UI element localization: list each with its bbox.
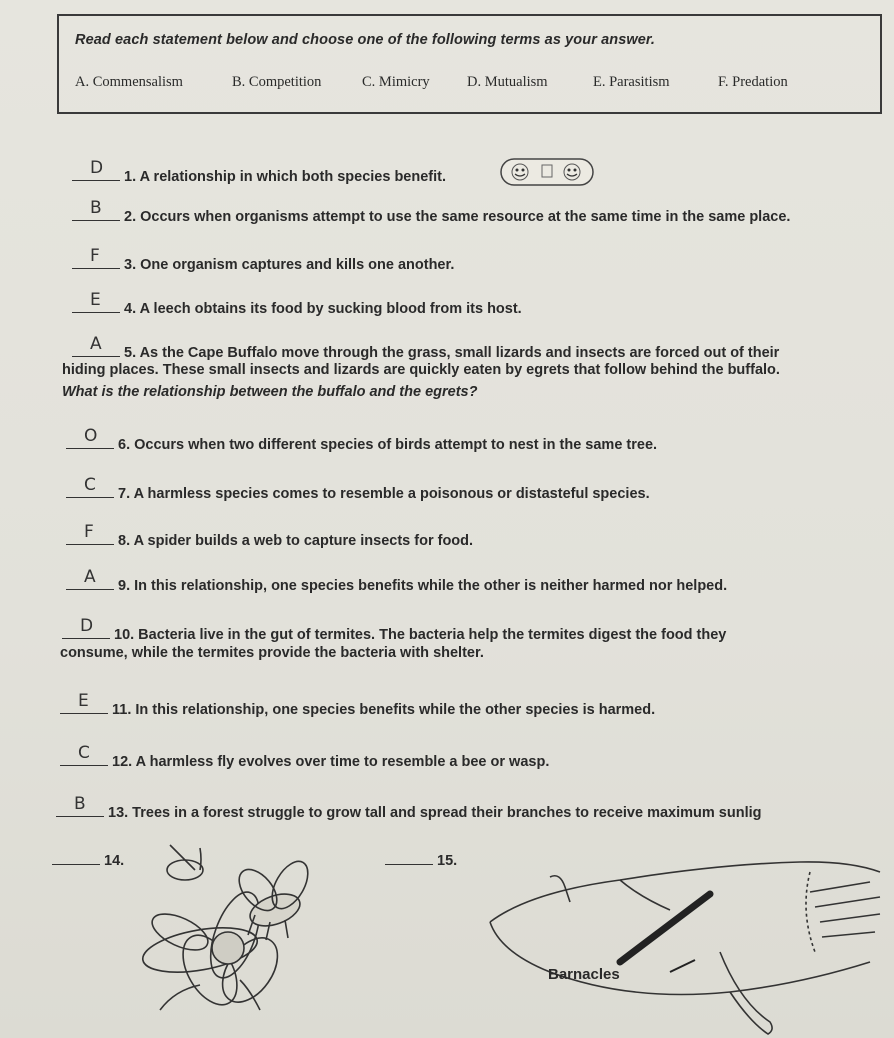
answer-8: F (84, 522, 94, 542)
question-3 (72, 246, 455, 273)
question-text-2: 2. Occurs when organisms attempt to use the same resource at the same time in the same place. (124, 209, 791, 225)
term-mutualism: D. Mutualism (467, 74, 548, 90)
question-1 (72, 158, 447, 185)
question-text-6: 6. Occurs when two different species of birds attempt to nest in the same tree. (118, 437, 658, 453)
question-text-3: 3. One organism captures and kills one another. (124, 257, 455, 273)
answer-6: O (84, 426, 98, 446)
answer-9: A (84, 567, 96, 587)
term-predation: F. Predation (718, 74, 788, 90)
question-10 (62, 616, 727, 643)
question-5 (72, 334, 780, 361)
bee-on-flower-illustration (140, 840, 330, 1015)
question-4 (72, 290, 522, 317)
answer-blank-9[interactable] (66, 567, 114, 590)
answer-blank-11[interactable] (60, 691, 108, 714)
answer-5: A (90, 334, 102, 354)
question-11 (60, 691, 656, 718)
answer-3: F (90, 246, 100, 266)
answer-blank-8[interactable] (66, 522, 114, 545)
question-text-1: 1. A relationship in which both species benefit. (124, 169, 447, 185)
question-5-continued: hiding places. These small insects and lizards are quickly eaten by egrets that follow behind the buffalo. (62, 362, 780, 378)
question-13 (56, 794, 762, 821)
whale-with-barnacles-illustration (470, 852, 894, 1038)
answer-blank-6[interactable] (66, 426, 114, 449)
answer-blank-13[interactable] (56, 794, 104, 817)
answer-blank-2[interactable] (72, 198, 120, 221)
question-text-7: 7. A harmless species comes to resemble a poisonous or distasteful species. (118, 486, 650, 502)
smiley-faces-icon (500, 157, 594, 187)
barnacles-label: Barnacles (548, 966, 620, 983)
question-text-4: 4. A leech obtains its food by sucking blood from its host. (124, 301, 522, 317)
question-text-10: 10. Bacteria live in the gut of termites. The bacteria help the termites digest the food they (114, 627, 727, 643)
answer-blank-10[interactable] (62, 616, 110, 639)
question-2 (72, 198, 791, 225)
term-commensalism: A. Commensalism (75, 74, 183, 90)
question-5-prompt: What is the relationship between the buffalo and the egrets? (62, 384, 478, 400)
answer-blank-5[interactable] (72, 334, 120, 357)
answer-blank-3[interactable] (72, 246, 120, 269)
answer-blank-14[interactable] (52, 848, 100, 865)
answer-blank-7[interactable] (66, 475, 114, 498)
answer-11: E (78, 691, 89, 711)
question-7 (66, 475, 650, 502)
question-15 (385, 848, 457, 869)
answer-7: C (84, 475, 96, 495)
question-10-continued: consume, while the termites provide the bacteria with shelter. (60, 645, 484, 661)
answer-4: E (90, 290, 101, 310)
question-text-8: 8. A spider builds a web to capture insects for food. (118, 533, 474, 549)
answer-1: D (90, 158, 104, 178)
instructions-text: Read each statement below and choose one of the following terms as your answer. (75, 32, 655, 48)
answer-13: B (74, 794, 86, 814)
answer-blank-4[interactable] (72, 290, 120, 313)
question-text-12: 12. A harmless fly evolves over time to resemble a bee or wasp. (112, 754, 550, 770)
question-14 (52, 848, 124, 869)
question-6 (66, 426, 658, 453)
answer-blank-1[interactable] (72, 158, 120, 181)
answer-2: B (90, 198, 102, 218)
question-8 (66, 522, 474, 549)
answer-blank-12[interactable] (60, 743, 108, 766)
term-competition: B. Competition (232, 74, 322, 90)
question-number-14: 14. (104, 853, 125, 869)
answer-blank-15[interactable] (385, 848, 433, 865)
question-9 (66, 567, 728, 594)
term-mimicry: C. Mimicry (362, 74, 430, 90)
term-list (75, 74, 875, 94)
instructions-box (57, 14, 882, 114)
term-parasitism: E. Parasitism (593, 74, 670, 90)
question-text-11: 11. In this relationship, one species benefits while the other species is harmed. (112, 702, 656, 718)
question-number-15: 15. (437, 853, 458, 869)
question-text-13: 13. Trees in a forest struggle to grow tall and spread their branches to receive maximum sunlig (108, 805, 762, 821)
answer-10: D (80, 616, 94, 636)
question-text-5: 5. As the Cape Buffalo move through the grass, small lizards and insects are forced out of their (124, 345, 780, 361)
question-text-9: 9. In this relationship, one species benefits while the other is neither harmed nor helped. (118, 578, 728, 594)
question-12 (60, 743, 550, 770)
answer-12: C (78, 743, 90, 763)
